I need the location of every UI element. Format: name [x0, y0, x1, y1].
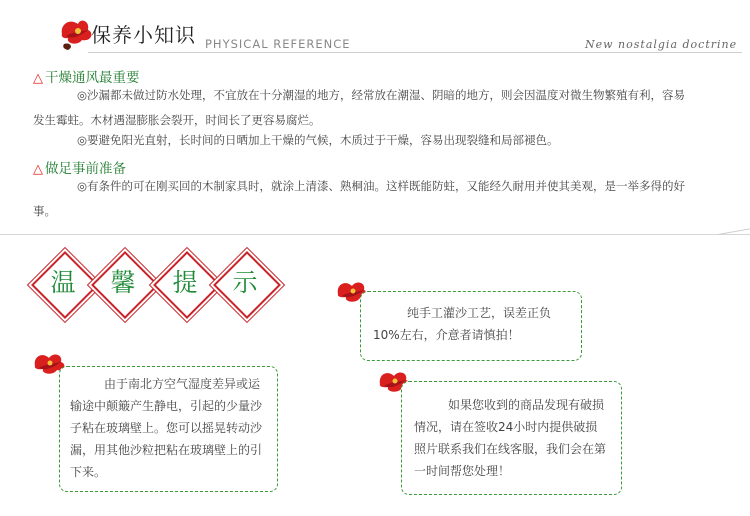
page-subtitle: PHYSICAL REFERENCE: [205, 37, 351, 51]
section-paragraph: ◎要避免阳光直射，长时间的日晒加上干燥的气候，木质过于干燥，容易出现裂缝和局部褪色。: [77, 133, 559, 147]
warning-triangle-icon: △: [33, 71, 43, 86]
notice-char: 温: [50, 268, 76, 297]
note-card: [360, 291, 582, 361]
section-divider: [0, 234, 750, 235]
warning-triangle-icon: △: [33, 162, 43, 177]
note-card: [401, 381, 622, 495]
tagline: New nostalgia doctrine: [585, 38, 738, 51]
note-text: 纯手工灌沙工艺，误差正负10%左右，介意者请慎拍！: [373, 306, 552, 342]
notice-char: 馨: [110, 268, 136, 297]
note-text: 由于南北方空气湿度差异或运输途中颠簸产生静电，引起的少量沙子粘在玻璃壁上。您可以摇晃转动沙漏，用其他沙粒把粘在玻璃壁上的引下来。: [70, 377, 263, 479]
note-card: [59, 366, 278, 492]
section-heading: △ 做足事前准备: [33, 161, 126, 177]
notice-char: 提: [172, 268, 198, 297]
header-divider: [88, 52, 742, 53]
section-paragraph: ◎沙漏都未做过防水处理，不宜放在十分潮湿的地方，经常放在潮湿、阴暗的地方，则会因温度对微生物繁殖有利，容易发生霉蛀。木材遇湿膨胀会裂开，时间长了更容易腐烂。: [33, 88, 686, 127]
section-paragraph: ◎有条件的可在刚买回的木制家具时，就涂上清漆、熟桐油。这样既能防蛀，又能经久耐用并使其美观，是一举多得的好事。: [33, 179, 686, 218]
page-title: 保养小知识: [91, 23, 196, 47]
section-heading: △ 干燥通风最重要: [33, 70, 140, 86]
notice-char: 示: [232, 268, 258, 297]
note-text: 如果您收到的商品发现有破损情况，请在签收24小时内提供破损照片联系我们在线客服，我们会在第一时间帮您处理！: [414, 398, 607, 478]
